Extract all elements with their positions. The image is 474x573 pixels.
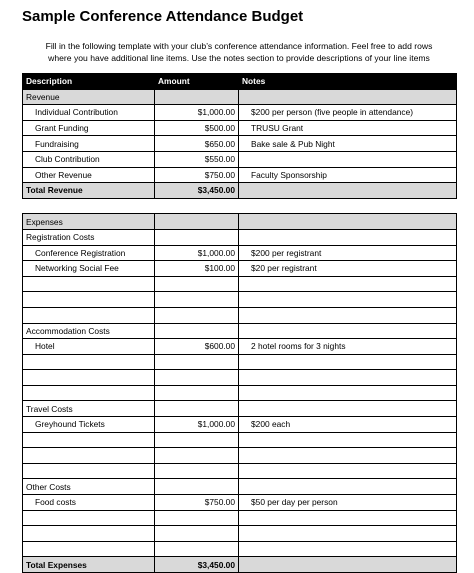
total-revenue-label: Total Revenue <box>23 183 155 199</box>
expenses-section-row <box>23 214 457 230</box>
row-amount: $600.00 <box>155 339 239 355</box>
row-amount: $100.00 <box>155 261 239 277</box>
empty-row <box>23 292 457 308</box>
row-description: Club Contribution <box>23 151 155 167</box>
expenses-section-label: Expenses <box>23 214 155 230</box>
row-amount: $1,000.00 <box>155 245 239 261</box>
empty-row <box>23 370 457 386</box>
row-amount: $1,000.00 <box>155 105 239 121</box>
row-notes: $200 per person (five people in attendance) <box>239 105 457 121</box>
row-notes <box>239 151 457 167</box>
empty-row <box>23 463 457 479</box>
registration-costs-label: Registration Costs <box>23 229 155 245</box>
row-notes: Faculty Sponsorship <box>239 167 457 183</box>
table-row <box>23 339 457 355</box>
row-notes: Bake sale & Pub Night <box>239 136 457 152</box>
empty-row <box>23 354 457 370</box>
instructions-line-1: Fill in the following template with your club’s conference attendance information. Feel free to add rows <box>45 41 433 51</box>
empty-row <box>23 541 457 557</box>
travel-costs-label: Travel Costs <box>23 401 155 417</box>
empty-cell <box>239 89 457 105</box>
empty-cell <box>155 89 239 105</box>
row-description: Grant Funding <box>23 120 155 136</box>
row-amount: $750.00 <box>155 495 239 511</box>
empty-row <box>23 307 457 323</box>
empty-cell <box>155 229 239 245</box>
empty-row <box>23 526 457 542</box>
row-notes: $200 per registrant <box>239 245 457 261</box>
table-row <box>23 261 457 277</box>
table-row <box>23 120 457 136</box>
row-description: Hotel <box>23 339 155 355</box>
budget-table <box>22 73 457 573</box>
total-revenue-row <box>23 183 457 199</box>
instructions-line-2: where you have additional line items. Use the notes section to provide descriptions of your line items <box>48 53 430 63</box>
total-revenue-amount: $3,450.00 <box>155 183 239 199</box>
row-amount: $500.00 <box>155 120 239 136</box>
empty-cell <box>239 214 457 230</box>
empty-cell <box>155 323 239 339</box>
table-row <box>23 495 457 511</box>
empty-cell <box>239 229 457 245</box>
notes-column-header: Notes <box>239 74 457 90</box>
table-header-row <box>23 74 457 90</box>
empty-cell <box>239 557 457 573</box>
row-description: Food costs <box>23 495 155 511</box>
table-row <box>23 151 457 167</box>
row-notes: $50 per day per person <box>239 495 457 511</box>
table-row <box>23 245 457 261</box>
row-description: Greyhound Tickets <box>23 417 155 433</box>
empty-row <box>23 510 457 526</box>
empty-cell <box>239 183 457 199</box>
table-row <box>23 167 457 183</box>
row-description: Conference Registration <box>23 245 155 261</box>
row-amount: $750.00 <box>155 167 239 183</box>
table-row <box>23 136 457 152</box>
revenue-section-label: Revenue <box>23 89 155 105</box>
empty-row <box>23 448 457 464</box>
row-description: Networking Social Fee <box>23 261 155 277</box>
instructions-text <box>22 40 456 64</box>
spacer-row <box>23 198 457 214</box>
description-column-header: Description <box>23 74 155 90</box>
subsection-row <box>23 401 457 417</box>
row-amount: $550.00 <box>155 151 239 167</box>
empty-cell <box>239 323 457 339</box>
row-notes: $20 per registrant <box>239 261 457 277</box>
empty-row <box>23 385 457 401</box>
total-expenses-label: Total Expenses <box>23 557 155 573</box>
empty-row <box>23 276 457 292</box>
empty-cell <box>239 401 457 417</box>
row-description: Fundraising <box>23 136 155 152</box>
row-description: Other Revenue <box>23 167 155 183</box>
row-notes: TRUSU Grant <box>239 120 457 136</box>
revenue-section-row <box>23 89 457 105</box>
row-amount: $1,000.00 <box>155 417 239 433</box>
total-expenses-amount: $3,450.00 <box>155 557 239 573</box>
other-costs-label: Other Costs <box>23 479 155 495</box>
page-title: Sample Conference Attendance Budget <box>22 8 304 25</box>
row-description: Individual Contribution <box>23 105 155 121</box>
table-row <box>23 417 457 433</box>
empty-cell <box>239 479 457 495</box>
subsection-row <box>23 229 457 245</box>
empty-cell <box>155 401 239 417</box>
empty-cell <box>155 214 239 230</box>
row-notes: 2 hotel rooms for 3 nights <box>239 339 457 355</box>
subsection-row <box>23 323 457 339</box>
empty-cell <box>155 479 239 495</box>
table-row <box>23 105 457 121</box>
row-notes: $200 each <box>239 417 457 433</box>
row-amount: $650.00 <box>155 136 239 152</box>
total-expenses-row <box>23 557 457 573</box>
subsection-row <box>23 479 457 495</box>
accommodation-costs-label: Accommodation Costs <box>23 323 155 339</box>
empty-row <box>23 432 457 448</box>
amount-column-header: Amount <box>155 74 239 90</box>
